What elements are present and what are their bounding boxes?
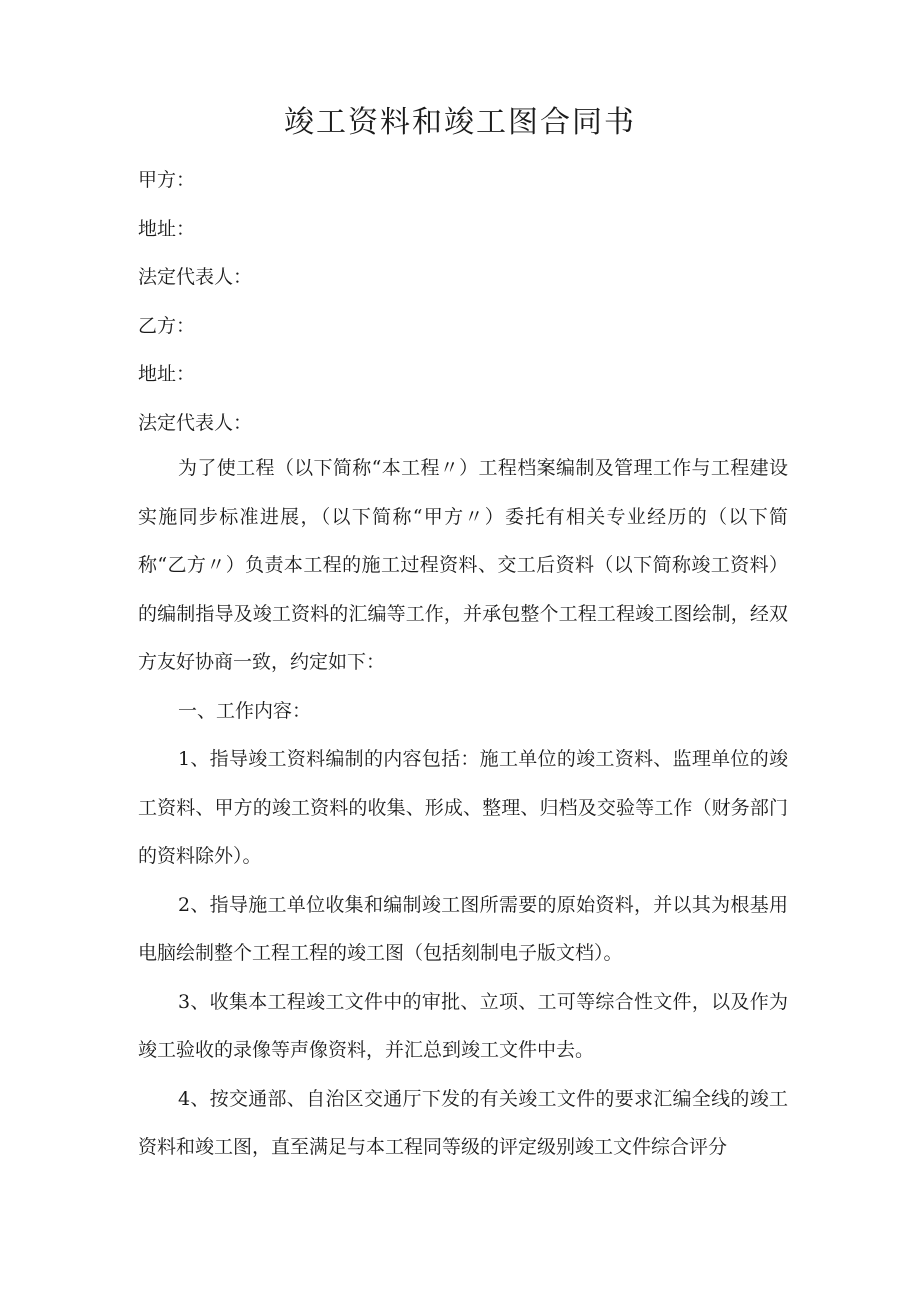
party-info [0, 156, 920, 447]
party-a-address-label: 地址： [138, 217, 196, 240]
party-b-label: 乙方： [138, 314, 196, 337]
work-item-2: 2、指导施工单位收集和编制竣工图所需要的原始资料，并以其为根基用电脑绘制整个工程工程的竣工图（包括刻制电子版文档）。 [138, 893, 788, 964]
party-a-representative-label: 法定代表人： [138, 266, 253, 288]
party-a-label: 甲方： [138, 169, 196, 191]
work-item-3: 3、收集本工程竣工文件中的审批、立项、工可等综合性文件，以及作为竣工验收的录像等声像资料，并汇总到竣工文件中去。 [138, 990, 788, 1061]
section-heading-work-content: 一、工作内容： [178, 699, 312, 722]
work-item-1: 1、指导竣工资料编制的内容包括：施工单位的竣工资料、监理单位的竣工资料、甲方的竣工资料的收集、形成、整理、归档及交验等工作（财务部门的资料除外）。 [138, 748, 788, 867]
party-b-address-label: 地址： [138, 363, 196, 385]
intro-paragraph: 为了使工程（以下简称“本工程〃）工程档案编制及管理工作与工程建设实施同步标准进展，（以下简称“甲方〃）委托有相关专业经历的（以下简称“乙方〃）负责本工程的施工过程资料、交工后资料（以下简称竣工资料）的编制指导及竣工资料的汇编等工作，并承包整个工程工程竣工图绘制，经双方友好协商一致，约定如下： [138, 457, 788, 673]
document-title: 竣工资料和竣工图合同书 [284, 105, 636, 140]
party-b-representative-label: 法定代表人： [138, 411, 253, 434]
work-item-4: 4、按交通部、自治区交通厅下发的有关竣工文件的要求汇编全线的竣工资料和竣工图，直至满足与本工程同等级的评定级别竣工文件综合评分 [138, 1087, 788, 1158]
contract-body [138, 444, 788, 1172]
